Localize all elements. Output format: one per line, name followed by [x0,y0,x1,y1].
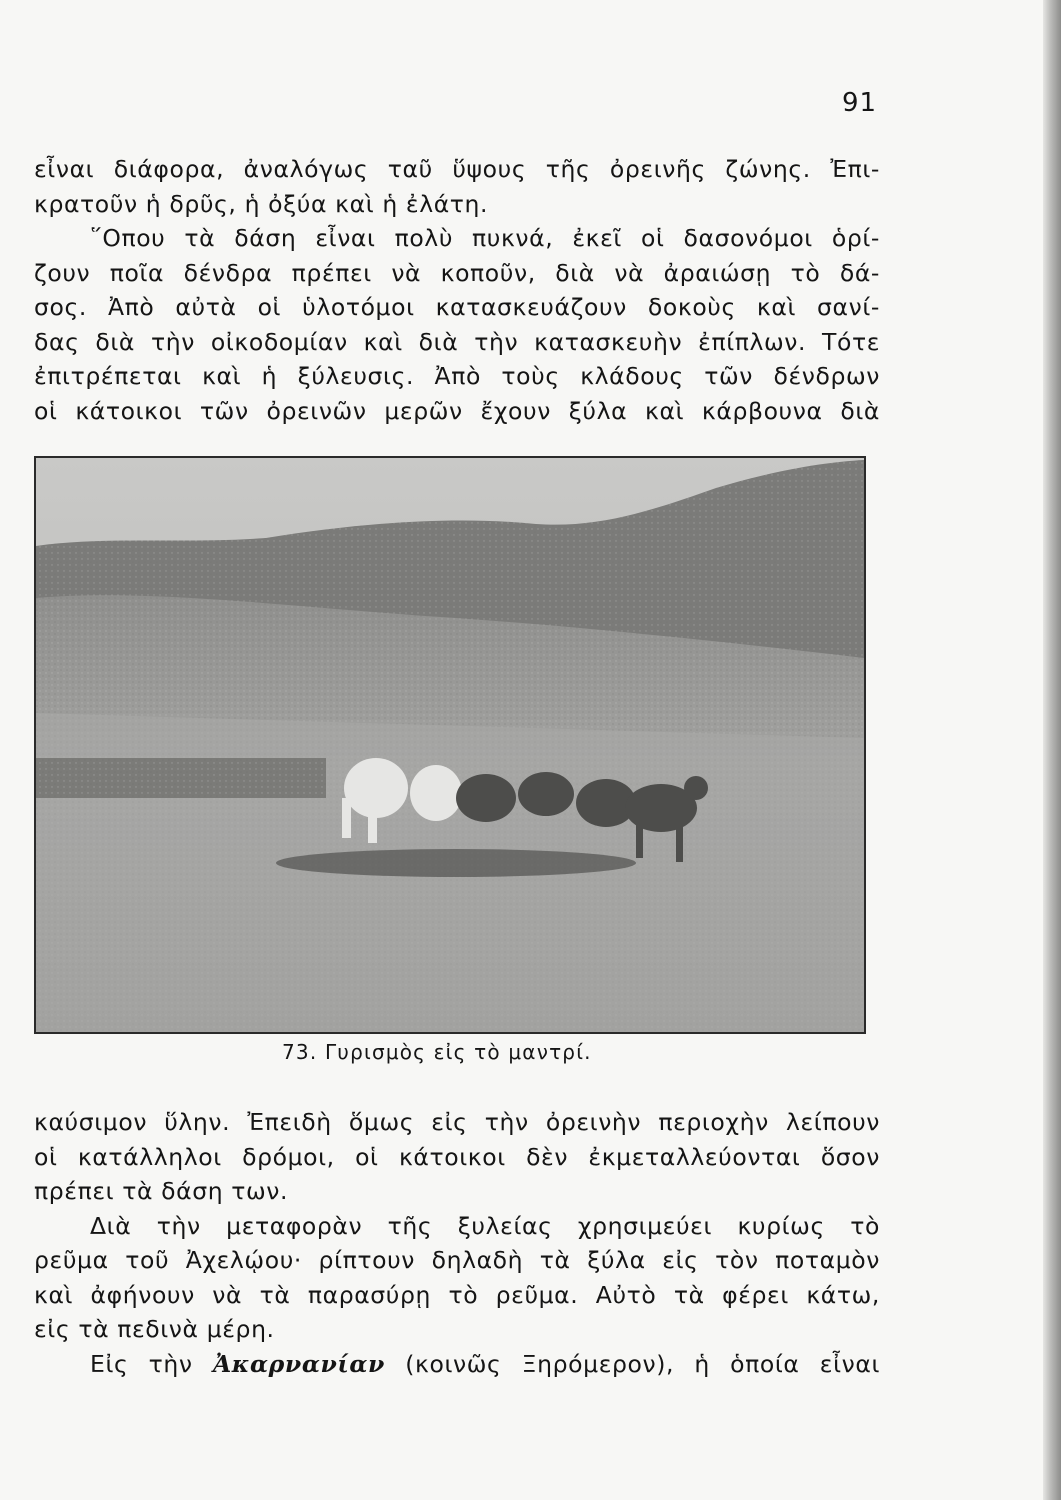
photo-illustration [36,458,864,1032]
text-line: οἱ κατάλληλοι δρόμοι, οἱ κάτοικοι δὲν ἐκμεταλλεύονται ὅσον [34,1142,880,1171]
text-line: καύσιμον ὕλην. Ἐπειδὴ ὅμως εἰς τὴν ὀρεινὴν περιοχὴν λείπουν [34,1108,880,1136]
text-line: καὶ ἀφήνουν νὰ τὰ παρασύρῃ τὸ ρεῦμα. Αὐτὸ τὰ φέρει κάτω, [34,1280,880,1309]
text-line: Διὰ τὴν μεταφορὰν τῆς ξυλείας χρησιμεύει κυρίως τὸ [90,1211,880,1240]
text-block-bottom [34,1105,880,1381]
page-number: 91 [842,88,878,118]
text-line: δας διὰ τὴν οἰκοδομίαν καὶ διὰ τὴν κατασκευὴν ἐπίπλων. Τότε [34,327,880,356]
text-fragment: Εἰς τὴν [90,1349,193,1378]
text-line: εἰς τὰ πεδινὰ μέρη. [34,1315,275,1343]
photo-caption: 73. Γυρισμὸς εἰς τὸ μαντρί. [282,1040,592,1064]
text-line: ἐπιτρέπεται καὶ ἡ ξύλευσις. Ἀπὸ τοὺς κλάδους τῶν δένδρων [34,362,880,390]
text-line: ῞Οπου τὰ δάση εἶναι πολὺ πυκνά, ἐκεῖ οἱ δασονόμοι ὁρί- [90,224,880,252]
text-fragment: (κοινῶς Ξηρόμερον), ἡ ὁποία εἶναι [405,1349,880,1378]
text-line-last [34,1347,880,1382]
text-line: οἱ κάτοικοι τῶν ὀρεινῶν μερῶν ἔχουν ξύλα καὶ κάρβουνα διὰ [34,396,880,425]
text-line: ρεῦμα τοῦ Ἀχελῴου· ρίπτουν δηλαδὴ τὰ ξύλα εἰς τὸν ποταμὸν [34,1246,880,1274]
text-line: κρατοῦν ἡ δρῦς, ἡ ὀξύα καὶ ἡ ἐλάτη. [34,189,489,218]
photograph-flock-returning [34,456,866,1034]
text-line: εἶναι διάφορα, ἀναλόγως ταῦ ὕψους τῆς ὀρεινῆς ζώνης. Ἐπι- [34,155,880,183]
text-line: ζουν ποῖα δένδρα πρέπει νὰ κοποῦν, διὰ νὰ ἀραιώσῃ τὸ δά- [34,258,880,287]
text-line: πρέπει τὰ δάση των. [34,1177,289,1205]
page-edge-shadow [1043,0,1061,1500]
place-name-bold: Ἀκαρνανίαν [212,1349,385,1378]
text-block-top [34,152,880,428]
text-line: σος. Ἀπὸ αὐτὰ οἱ ὑλοτόμοι κατασκευάζουν δοκοὺς καὶ σανί- [34,293,880,321]
